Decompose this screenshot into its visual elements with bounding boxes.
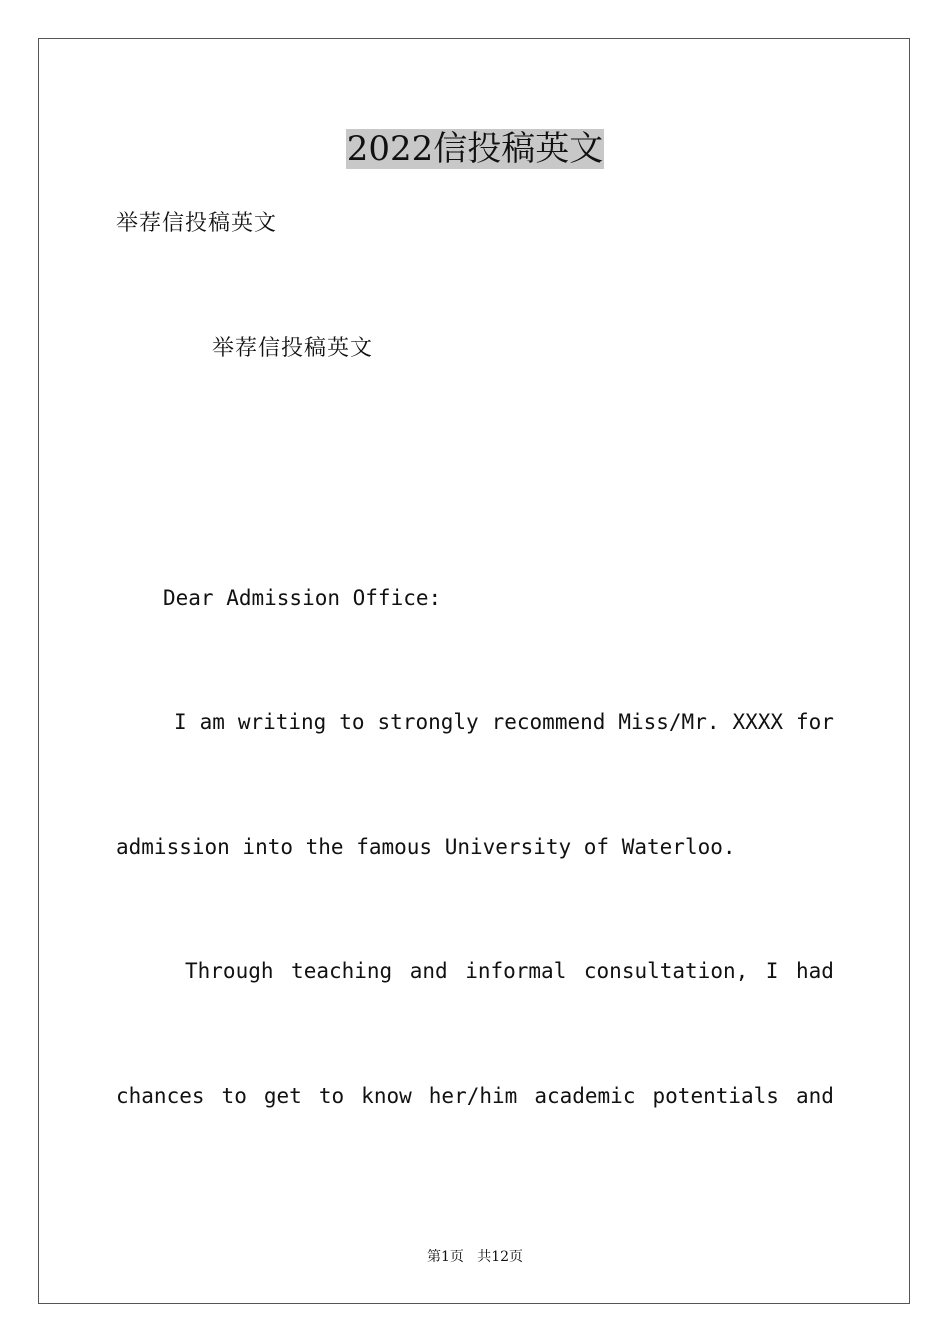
word: had (795, 959, 834, 983)
document-title (0, 126, 950, 172)
word: I (765, 959, 779, 983)
document-title-text: 2022信投稿英文 (346, 129, 604, 169)
word: strongly (377, 710, 479, 734)
word: teaching (291, 959, 393, 983)
word: Miss/Mr. (618, 710, 720, 734)
paragraph-2-line-1 (185, 956, 834, 986)
word: for (795, 710, 834, 734)
word: XXXX (732, 710, 784, 734)
letter-heading: 举荐信投稿英文 (212, 336, 374, 361)
word: get (263, 1084, 302, 1108)
word: and (409, 959, 448, 983)
word: know (361, 1084, 412, 1108)
word: her/him (428, 1084, 518, 1108)
word: recommend (491, 710, 606, 734)
document-subtitle: 举荐信投稿英文 (116, 211, 278, 236)
word: Through (185, 959, 274, 983)
paragraph-2-line-2 (116, 1081, 834, 1111)
paragraph-1-line-2: admission into the famous University of Waterloo. (116, 835, 736, 859)
word: am (199, 710, 225, 734)
salutation: Dear Admission Office: (163, 586, 442, 610)
word: and (795, 1084, 834, 1108)
page-number-footer: 第1页 共12页 (426, 1249, 524, 1265)
paragraph-1-line-1 (174, 707, 834, 737)
word: chances (116, 1084, 205, 1108)
word: academic (534, 1084, 636, 1108)
word: informal (465, 959, 567, 983)
word: to (318, 1084, 345, 1108)
word: to (339, 710, 365, 734)
word: consultation, (583, 959, 749, 983)
word: to (221, 1084, 247, 1108)
word: writing (237, 710, 327, 734)
word: potentials (652, 1084, 779, 1108)
word: I (174, 710, 187, 734)
